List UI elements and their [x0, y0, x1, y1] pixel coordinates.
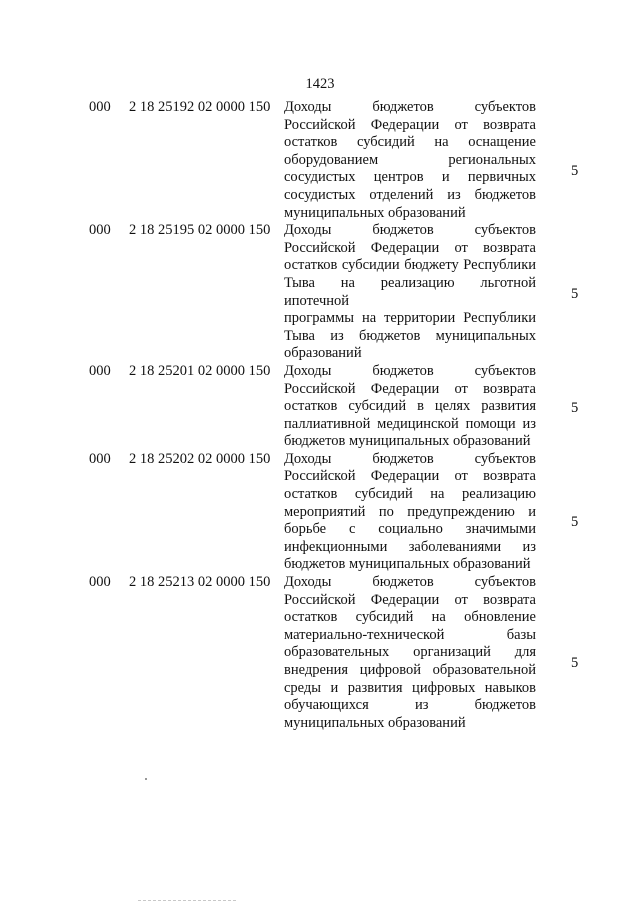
admin-code: 000 [89, 574, 111, 591]
admin-code: 000 [89, 450, 111, 467]
description-line: сосудистых отделений из бюджетов [284, 186, 536, 203]
description-line: Российской Федерации от возврата [284, 591, 536, 608]
table-row [0, 99, 640, 222]
admin-code: 000 [89, 362, 111, 379]
revenue-description [284, 99, 536, 222]
revenue-description [284, 222, 536, 363]
description-line: Российской Федерации от возврата [284, 116, 536, 133]
description-line: Тыва на реализацию льготной ипотечной [284, 274, 536, 309]
description-line: обучающихся из бюджетов [284, 697, 536, 714]
revenue-code: 2 18 25195 02 0000 150 [129, 222, 271, 239]
description-line: образовательных организаций для [284, 644, 536, 661]
description-line: Доходы бюджетов субъектов [284, 362, 536, 379]
description-line: остатков субсидий на реализацию [284, 486, 536, 503]
table-row [0, 222, 640, 363]
description-line: Российской Федерации от возврата [284, 468, 536, 485]
amount-value: 5 [571, 514, 579, 531]
description-line: сосудистых центров и первичных [284, 169, 536, 186]
description-line: Доходы бюджетов субъектов [284, 574, 536, 591]
scan-edge-line [138, 900, 236, 901]
description-line: бюджетов муниципальных образований [284, 556, 531, 573]
revenue-description [284, 363, 536, 451]
description-line: Тыва из бюджетов муниципальных [284, 327, 536, 344]
description-line: среды и развития цифровых навыков [284, 679, 536, 696]
description-line: остатков субсидий на оснащение [284, 134, 536, 151]
scan-speck [145, 778, 147, 780]
description-line: муниципальных образований [284, 204, 466, 221]
amount-value: 5 [571, 285, 579, 302]
amount-value: 5 [571, 162, 579, 179]
description-line: Доходы бюджетов субъектов [284, 99, 536, 115]
amount-value: 5 [571, 655, 579, 672]
description-line: Российской Федерации от возврата [284, 239, 536, 256]
admin-code: 000 [89, 99, 111, 115]
description-line: паллиативной медицинской помощи из [284, 415, 536, 432]
revenue-code: 2 18 25192 02 0000 150 [129, 99, 271, 115]
description-line: остатков субсидий на обновление [284, 609, 536, 626]
description-line: Российской Федерации от возврата [284, 380, 536, 397]
description-line: муниципальных образований [284, 714, 466, 731]
admin-code: 000 [89, 222, 111, 239]
revenue-code: 2 18 25201 02 0000 150 [129, 362, 271, 379]
table-row [0, 451, 640, 574]
description-line: оборудованием региональных [284, 151, 536, 168]
description-line: материально-технической базы [284, 626, 536, 643]
description-line: инфекционными заболеваниями из [284, 538, 536, 555]
budget-table [0, 99, 640, 732]
description-line: бюджетов муниципальных образований [284, 433, 531, 450]
table-row [0, 574, 640, 732]
description-line: мероприятий по предупреждению и [284, 503, 536, 520]
page-number: 1423 [305, 76, 335, 92]
revenue-description [284, 451, 536, 574]
description-line: образований [284, 345, 362, 362]
table-row [0, 363, 640, 451]
revenue-code: 2 18 25202 02 0000 150 [129, 450, 271, 467]
description-line: внедрения цифровой образовательной [284, 662, 536, 678]
description-line: остатков субсидий в целях развития [284, 398, 536, 415]
description-line: Доходы бюджетов субъектов [284, 222, 536, 239]
description-line: борьбе с социально значимыми [284, 521, 536, 538]
revenue-code: 2 18 25213 02 0000 150 [129, 574, 271, 591]
description-line: программы на территории Республики [284, 310, 536, 327]
description-line: остатков субсидии бюджету Республики [284, 257, 536, 274]
description-line: Доходы бюджетов субъектов [284, 450, 536, 467]
revenue-description [284, 574, 536, 732]
amount-value: 5 [571, 400, 579, 417]
